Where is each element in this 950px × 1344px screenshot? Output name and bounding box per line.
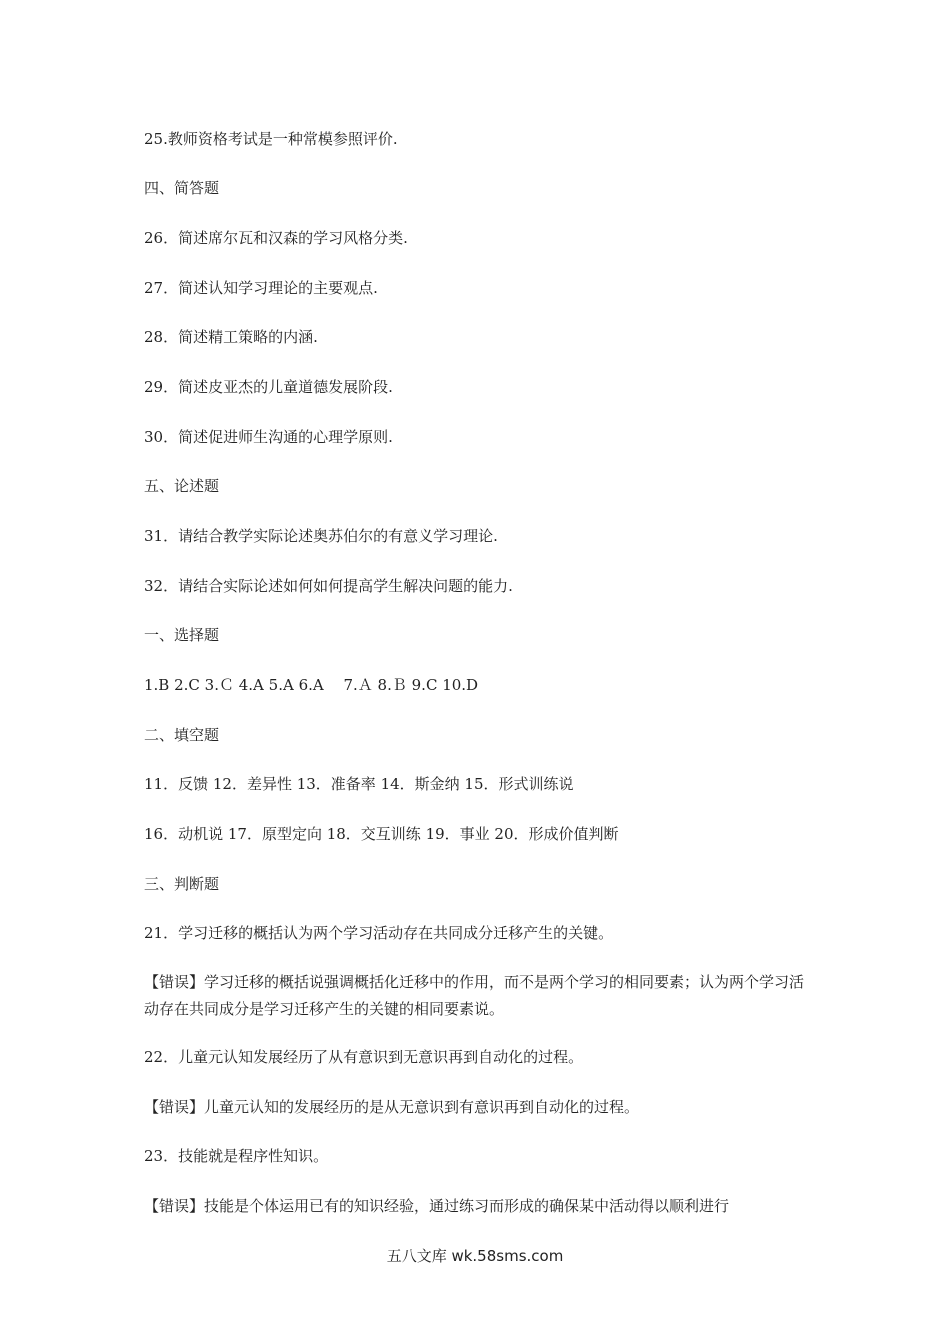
question-29: 29．简述皮亚杰的儿童道德发展阶段. — [144, 378, 393, 396]
question-25: 25.教师资格考试是一种常模参照评价. — [144, 130, 398, 148]
answers-fill-in-11-15: 11．反馈 12．差异性 13．准备率 14．斯金纳 15．形式训练说 — [144, 775, 574, 793]
question-30: 30．简述促进师生沟通的心理学原则. — [144, 428, 393, 446]
answers-fill-in-16-20: 16．动机说 17．原型定向 18．交互训练 19．事业 20．形成价值判断 — [144, 825, 619, 843]
question-27: 27．简述认知学习理论的主要观点. — [144, 279, 378, 297]
explanation-22: 【错误】儿童元认知的发展经历的是从无意识到有意识再到自动化的过程。 — [144, 1098, 640, 1116]
question-32: 32．请结合实际论述如何如何提高学生解决问题的能力. — [144, 577, 513, 595]
question-28: 28．简述精工策略的内涵. — [144, 328, 318, 346]
explanation-21: 【错误】学习迁移的概括说强调概括化迁移中的作用，而不是两个学习的相同要素；认为两个学习活动存在共同成分是学习迁移产生的关键的相同要素说。 — [144, 973, 805, 1018]
section-heading-true-false: 三、判断题 — [144, 875, 220, 893]
explanation-23: 【错误】技能是个体运用已有的知识经验，通过练习而形成的确保某中活动得以顺利进行 — [144, 1197, 730, 1215]
statement-23: 23．技能就是程序性知识。 — [144, 1147, 329, 1165]
statement-22: 22．儿童元认知发展经历了从有意识到无意识再到自动化的过程。 — [144, 1048, 584, 1066]
question-31: 31．请结合教学实际论述奥苏伯尔的有意义学习理论. — [144, 527, 498, 545]
answers-multiple-choice: 1.B 2.C 3.Ｃ 4.A 5.A 6.A 7.Ａ 8.Ｂ 9.C 10.D — [144, 676, 479, 694]
section-heading-essay: 五、论述题 — [144, 477, 220, 495]
section-heading-fill-in: 二、填空题 — [144, 726, 220, 744]
section-heading-multiple-choice: 一、选择题 — [144, 626, 220, 644]
section-heading-short-answer: 四、简答题 — [144, 179, 220, 197]
question-26: 26．简述席尔瓦和汉森的学习风格分类. — [144, 229, 408, 247]
page-footer: 五八文库 wk.58sms.com — [386, 1247, 564, 1265]
statement-21: 21．学习迁移的概括认为两个学习活动存在共同成分迁移产生的关键。 — [144, 924, 614, 942]
